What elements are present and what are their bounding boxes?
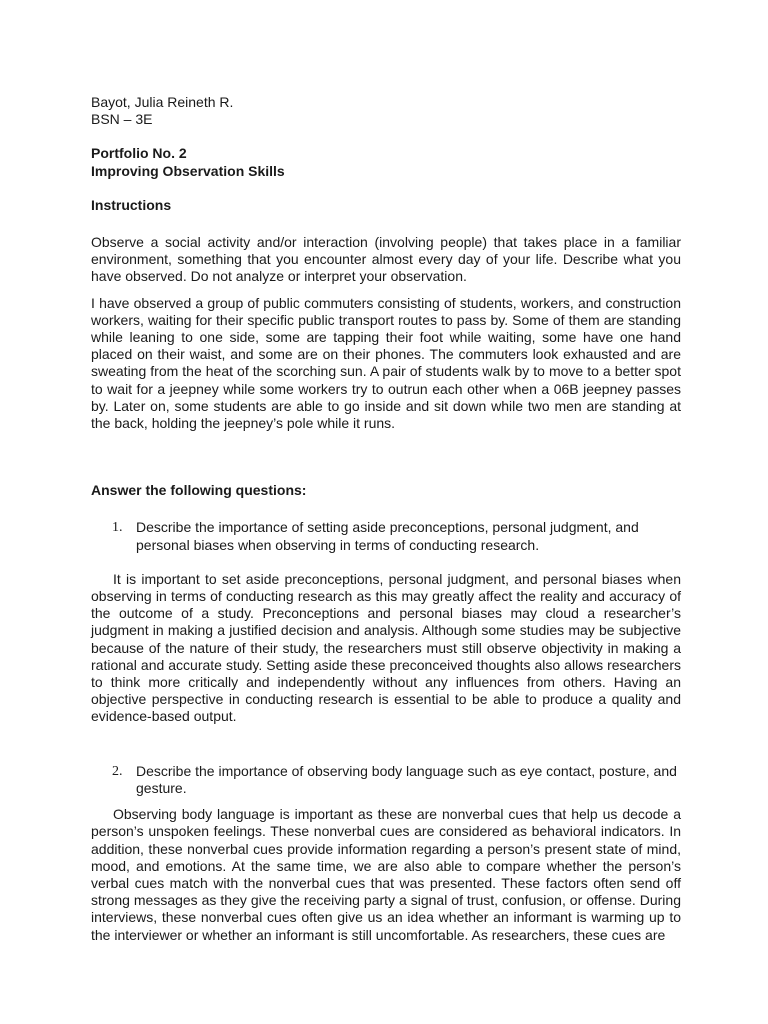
instructions-text: Observe a social activity and/or interaction (involving people) that takes place in a familiar environment, something that you encounter almost every day of your life. Describe what you have observed. Do not analyze or interpret your observation. [91, 234, 681, 285]
question-1-number: 1. [112, 520, 123, 536]
question-1-text: Describe the importance of setting aside preconceptions, personal judgment, and personal biases when observing in terms of conducting research. [136, 519, 639, 553]
question-2-number: 2. [112, 763, 123, 779]
answer-1-text: It is important to set aside preconceptions, personal judgment, and personal biases when observing in terms of conducting research as this may greatly affect the reality and accuracy of the outcome of a study. Preconceptions and personal biases may cloud a researcher’s judgment in making a justified decision and analysis. Although some studies may be subjective because of the nature of their study, the researchers must still observe objectivity in making a rational and accurate study. Setting aside these preconceived thoughts also allows researchers to think more critically and independently without any influences from others. Having an objective perspective in conducting research is essential to be able to produce a quality and evidence-based output. [91, 570, 681, 725]
instructions-heading: Instructions [91, 196, 172, 213]
answer-2-text: Observing body language is important as these are nonverbal cues that help us decode a person’s unspoken feelings. These nonverbal cues are considered as behavioral indicators. In addition, these nonverbal cues provide information regarding a person’s present state of mind, mood, and emotions. At the same time, we are also able to compare whether the person’s verbal cues match with the nonverbal cues that was presented. These factors often send off strong messages as they give the receiving party a signal of trust, confusion, or offense. During interviews, these nonverbal cues often give us an idea whether an informant is warming up to the interviewer or whether an informant is still uncomfortable. As researchers, these cues are [91, 806, 681, 943]
question-2 [112, 763, 681, 797]
student-name: Bayot, Julia Reineth R. [91, 94, 234, 110]
portfolio-subject: Improving Observation Skills [91, 162, 285, 179]
observation-text: I have observed a group of public commuters consisting of students, workers, and construction workers, waiting for their specific public transport routes to pass by. Some of them are standing while leaning to one side, some are tapping their foot while waiting, some have one hand placed on their waist, and some are on their phones. The commuters look exhausted and are sweating from the heat of the scorching sun. A pair of students walk by to move to a better spot to wait for a jeepney while some workers try to outrun each other when a 06B jeepney passes by. Later on, some students are able to go inside and sit down while two men are standing at the back, holding the jeepney’s pole while it runs. [91, 294, 681, 432]
questions-heading: Answer the following questions: [91, 482, 307, 499]
question-2-text: Describe the importance of observing body language such as eye contact, posture, and gesture. [136, 762, 677, 796]
question-1 [112, 519, 681, 553]
portfolio-number: Portfolio No. 2 [91, 145, 187, 162]
document-page [91, 94, 681, 944]
student-course: BSN – 3E [91, 111, 153, 128]
